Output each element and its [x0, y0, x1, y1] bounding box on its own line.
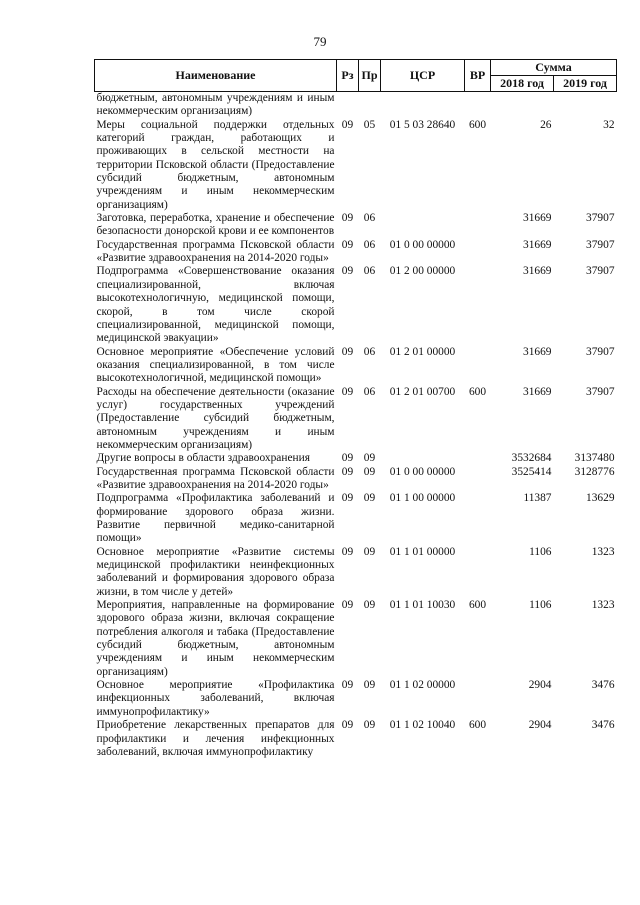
row-vr [465, 466, 491, 493]
table-row [95, 466, 617, 493]
row-sum-2018: 31669 [523, 265, 552, 278]
row-rz: 09 [341, 452, 354, 465]
row-name: Расходы на обеспечение деятельности (оказание услуг) государственных учреждений (Предоставление субсидий бюджетным, автономным учреждениям и иным некоммерческим организациям) [96, 385, 335, 451]
table-row [95, 212, 617, 239]
row-csr [381, 92, 465, 119]
row-pr [359, 92, 381, 119]
table-row [95, 346, 617, 386]
row-sum-2018: 31669 [523, 238, 552, 251]
row-sum-2018: 3532684 [511, 452, 552, 465]
budget-table [94, 59, 617, 759]
row-sum-2018: 2904 [528, 719, 552, 732]
row-pr: 06 [363, 265, 376, 278]
row-csr: 01 2 01 00000 [389, 345, 456, 358]
row-sum-2018: 1106 [529, 545, 552, 558]
row-vr [465, 265, 491, 345]
row-vr: 600 [468, 719, 487, 732]
row-pr: 09 [363, 465, 376, 478]
row-csr: 01 5 03 28640 [389, 118, 456, 131]
row-rz: 09 [341, 719, 354, 732]
row-rz: 09 [341, 492, 354, 505]
row-pr: 06 [363, 212, 376, 225]
row-vr [465, 679, 491, 719]
table-row [95, 546, 617, 599]
page-number: 79 [313, 34, 327, 49]
table-row [95, 492, 617, 545]
row-sum-2018: 1106 [529, 599, 552, 612]
row-sum-2018: 26 [540, 118, 552, 131]
row-sum-2018 [491, 92, 554, 119]
row-csr: 01 1 00 00000 [389, 492, 456, 505]
row-rz: 09 [341, 545, 354, 558]
table-row [95, 599, 617, 679]
row-pr: 09 [363, 492, 376, 505]
row-vr [465, 239, 491, 266]
row-name: Приобретение лекарственных препаратов для профилактики и лечения инфекционных заболеваний, включая иммунопрофилактику [96, 719, 335, 758]
row-pr: 09 [363, 719, 376, 732]
row-sum-2019: 37907 [586, 385, 615, 398]
row-name: Государственная программа Псковской области «Развитие здравоохранения на 2014-2020 годы» [96, 465, 335, 491]
row-pr: 09 [363, 452, 376, 465]
table-row [95, 119, 617, 212]
row-vr [465, 492, 491, 545]
row-sum-2019: 32 [603, 118, 615, 131]
table-header [95, 60, 617, 92]
row-csr: 01 1 01 00000 [389, 545, 456, 558]
row-csr: 01 1 01 10030 [389, 599, 456, 612]
row-rz [337, 92, 359, 119]
row-name: Меры социальной поддержки отдельных категорий граждан, работающих и проживающих в сельской местности на территории Псковской области (Предоставление субсидий бюджетным, автономным учреждениям и иным некоммерческим организациям) [96, 118, 335, 211]
row-sum-2019: 3128776 [574, 465, 615, 478]
table-row [95, 452, 617, 465]
table-row [95, 386, 617, 453]
row-sum-2019: 3476 [591, 679, 615, 692]
row-sum-2019: 37907 [586, 212, 615, 225]
row-rz: 09 [341, 265, 354, 278]
table-row [95, 92, 617, 119]
row-csr [381, 212, 465, 239]
row-sum-2018: 3525414 [511, 465, 552, 478]
header-name: Наименование [95, 60, 337, 92]
row-name: Другие вопросы в области здравоохранения [96, 452, 310, 465]
row-sum-2019: 3137480 [574, 452, 615, 465]
row-pr: 09 [363, 599, 376, 612]
row-rz: 09 [341, 238, 354, 251]
row-sum-2018: 11387 [523, 492, 552, 505]
row-vr [465, 546, 491, 599]
row-csr: 01 0 00 00000 [389, 238, 456, 251]
table-row [95, 265, 617, 345]
table-body [95, 92, 617, 760]
row-vr [465, 212, 491, 239]
row-sum-2019: 13629 [586, 492, 615, 505]
row-sum-2018: 31669 [523, 385, 552, 398]
row-rz: 09 [341, 679, 354, 692]
header-rz: Рз [337, 60, 359, 92]
table-row [95, 719, 617, 759]
row-sum-2019: 37907 [586, 345, 615, 358]
header-pr: Пр [359, 60, 381, 92]
row-rz: 09 [341, 599, 354, 612]
row-csr: 01 2 00 00000 [389, 265, 456, 278]
row-name: Основное мероприятие «Обеспечение условий оказания специализированной, в том числе высокотехнологичной, медицинской помощи» [96, 345, 335, 385]
row-sum-2018: 31669 [523, 345, 552, 358]
row-name: бюджетным, автономным учреждениям и иным некоммерческим организациям) [96, 92, 335, 118]
row-sum-2018: 31669 [523, 212, 552, 225]
row-vr [465, 452, 491, 465]
header-csr: ЦСР [381, 60, 465, 92]
row-pr: 09 [363, 545, 376, 558]
row-pr: 06 [363, 238, 376, 251]
row-sum-2019 [554, 92, 617, 119]
row-csr: 01 0 00 00000 [389, 465, 456, 478]
row-name: Государственная программа Псковской области «Развитие здравоохранения на 2014-2020 годы» [96, 238, 335, 265]
header-vr: ВР [465, 60, 491, 92]
row-name: Заготовка, переработка, хранение и обеспечение безопасности донорской крови и ее компонентов [96, 212, 335, 238]
row-sum-2019: 37907 [586, 238, 615, 251]
row-csr: 01 1 02 00000 [389, 679, 456, 692]
row-name: Мероприятия, направленные на формирование здорового образа жизни, включая сокращение потребления алкоголя и табака (Предоставление субсидий бюджетным, автономным учреждениям и иным некоммерческим организациям) [96, 599, 335, 678]
row-vr: 600 [468, 599, 487, 612]
row-name: Подпрограмма «Совершенствование оказания специализированной, включая высокотехнологичную, медицинской помощи, скорой, в том числе скорой специализированной, медицинской помощи, медицинской эвакуации» [96, 265, 335, 345]
row-vr [465, 92, 491, 119]
table-row [95, 679, 617, 719]
row-sum-2018: 2904 [528, 679, 552, 692]
row-vr: 600 [468, 385, 487, 398]
row-name: Основное мероприятие «Развитие системы медицинской профилактики неинфекционных заболеваний и формирования здорового образа жизни, в том числе у детей» [96, 545, 335, 598]
row-rz: 09 [341, 345, 354, 358]
header-year-2019: 2019 год [554, 76, 617, 92]
row-pr: 05 [363, 118, 376, 131]
row-rz: 09 [341, 385, 354, 398]
row-name: Подпрограмма «Профилактика заболеваний и формирование здорового образа жизни. Развитие первичной медико-санитарной помощи» [96, 492, 335, 545]
row-sum-2019: 1323 [591, 599, 615, 612]
row-rz: 09 [341, 118, 354, 131]
row-vr: 600 [468, 118, 487, 131]
row-name: Основное мероприятие «Профилактика инфекционных заболеваний, включая иммунопрофилактику» [96, 679, 335, 718]
row-rz: 09 [341, 212, 354, 225]
header-sum: Сумма [491, 60, 617, 76]
row-vr [465, 346, 491, 386]
header-year-2018: 2018 год [491, 76, 554, 92]
row-pr: 09 [363, 679, 376, 692]
row-csr: 01 1 02 10040 [389, 719, 456, 732]
row-rz: 09 [341, 465, 354, 478]
row-csr: 01 2 01 00700 [389, 385, 456, 398]
row-csr [381, 452, 465, 465]
table-row [95, 239, 617, 266]
row-pr: 06 [363, 385, 376, 398]
row-sum-2019: 1323 [591, 545, 615, 558]
row-sum-2019: 37907 [586, 265, 615, 278]
row-sum-2019: 3476 [591, 719, 615, 732]
row-pr: 06 [363, 345, 376, 358]
